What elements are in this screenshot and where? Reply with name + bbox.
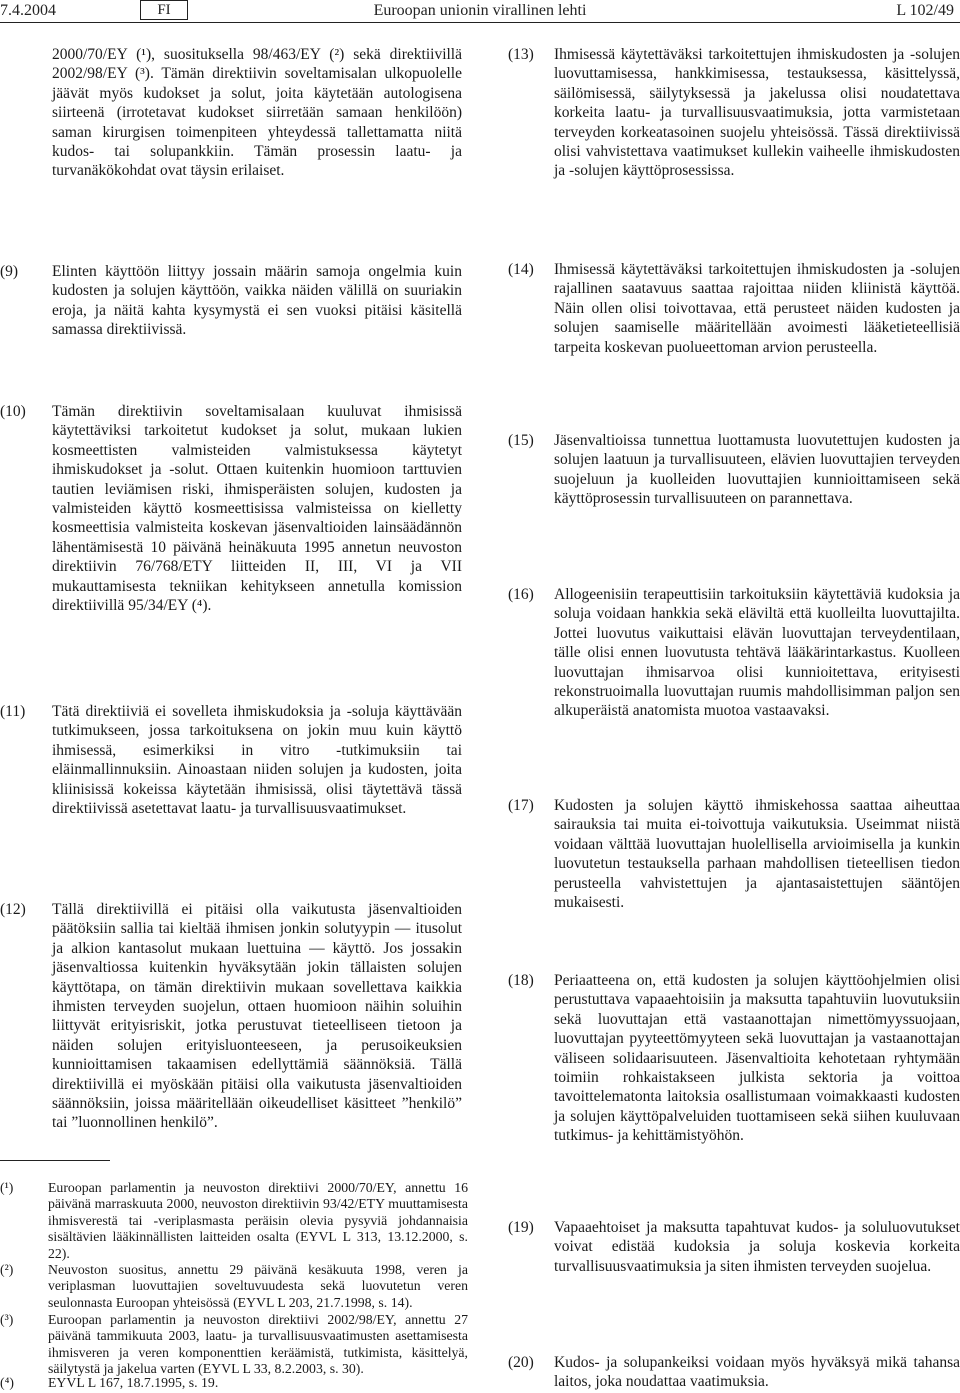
recital-number: (17): [508, 797, 534, 814]
language-badge: FI: [140, 0, 188, 20]
footnote-number: (³): [0, 1312, 14, 1327]
journal-title: Euroopan unionin virallinen lehti: [373, 2, 587, 19]
footnote-separator: [0, 1160, 110, 1161]
recital-text: Ihmisessä käytettäväksi tarkoitettujen ihmiskudosten ja -solujen rajallinen saatavuus saattaa rajoittaa niiden kliinistä käyttöä. Näin ollen olisi toivottavaa, että perusteet näiden kudosten ja solujen saamiselle määritellään avoimesti lääketieteellisiä tarpeita koskevan puolueettoman arvion perusteella.: [554, 261, 960, 356]
footnote-text: Neuvoston suositus, annettu 29 päivänä kesäkuuta 1998, veren ja veriplasman luovuttajien soveltuvuudesta sekä luovutetun veren seulonnasta Euroopan yhteisössä (EYVL L 203, 21.7.1998, s. 14).: [48, 1262, 468, 1310]
recital-number: (15): [508, 432, 534, 449]
recital-text: Kudos- ja solupankeiksi voidaan myös hyväksyä mikä tahansa laitos, joka noudattaa vaatimuksia.: [554, 1354, 960, 1391]
footnote-1: [0, 1180, 468, 1262]
recital-13: [508, 45, 960, 205]
recital-12: [0, 900, 462, 1160]
recital-16: [508, 585, 960, 745]
footnote-4: [0, 1375, 468, 1392]
recital-10: [0, 402, 462, 672]
footnote-number: (⁴): [0, 1375, 14, 1390]
footnote-2: [0, 1262, 468, 1312]
footnote-text: Euroopan parlamentin ja neuvoston direktiivi 2002/98/EY, annettu 27 päivänä tammikuuta 2003, laatu- ja turvallisuusvaatimusten asettamisesta ihmisveren ja veren komponenttien keräämistä, tutkimista, käsittelyä, säilytystä ja jakelua varten (EYVL L 33, 8.2.2003, s. 30).: [48, 1312, 468, 1377]
recital-number: (16): [508, 586, 534, 603]
footnote-3: [0, 1312, 468, 1378]
page-reference: L 102/49: [896, 2, 954, 19]
recital-text: Jäsenvaltioissa tunnettua luottamusta luovutettujen kudosten ja solujen laatuun ja turvallisuuteen, elävien luovuttajien terveyden suojeluun ja kuolleiden luovuttajien kunnioittamiseen sekä käyttöprosessin turvallisuuteen on parannettava.: [554, 432, 960, 508]
recital-number: (9): [0, 263, 19, 280]
recital-number: (19): [508, 1219, 534, 1236]
recital-text: Tätä direktiiviä ei sovelleta ihmiskudoksia ja -soluja käyttävään tutkimukseen, jossa tarkoituksena on jokin muu kuin käyttö ihmisessä, esimerkiksi in vitro -tutkimuksiin tai eläinmallinnuksiin. Ainoastaan niiden solujen ja kudosten, joita kliinisissä kokeissa käytetään ihmisissä, olisi täytettävä tässä direktiivissä asetettavat laatu- ja turvallisuusvaatimukset.: [52, 703, 462, 818]
recital-11: [0, 702, 462, 842]
footnote-number: (¹): [0, 1180, 14, 1195]
recital-text: Ihmisessä käytettäväksi tarkoitettujen ihmiskudosten ja -solujen luovuttamisessa, hankkimisessa, testauksessa, käsittelyssä, säilömisessä, säilytyksessä ja jakelussa olisi noudatettava korkeita laatu- ja turvallisuusvaatimuksia, jotta varmistetaan terveyden korkeatasoinen suojelu yhteisössä. Tässä direktiivissä olisi vahvistettava vaatimukset kullekin vaiheelle ihmiskudosten ja -solujen käyttöprosessissa.: [554, 46, 960, 180]
recital-15: [508, 431, 960, 531]
footnote-text: Euroopan parlamentin ja neuvoston direktiivi 2000/70/EY, annettu 16 päivänä marraskuuta 2000, neuvoston direktiivin 93/42/ETY muuttamisesta ihmisverestä tai -veriplasmasta peräisin olevia pysyviä johdannaisia sisältävien lääkinnällisten laitteiden osalta (EYVL L 313, 13.12.2000, s. 22).: [48, 1180, 468, 1261]
recital-number: (11): [0, 703, 26, 720]
recital-20: [508, 1353, 960, 1393]
recital-text: Allogeenisiin terapeuttisiin tarkoituksiin käytettäviä kudoksia ja soluja voidaan hankkia sekä eläviltä että kuolleilta luovuttajilta. Jottei luovutus vaikuttaisi elävän luovuttajan terveydentilaan, tälle olisi ennen luovutusta tehtävä lääkärintarkastus. Kuolleen luovuttajan ihmisarvoa olisi kunnioitettava, erityisesti rekonstruoimalla luovuttajan ruumis mahdollisimman paljon sen alkuperäistä anatomista muotoa vastaavaksi.: [554, 586, 960, 720]
recital-number: (14): [508, 261, 534, 278]
recital-text: Elinten käyttöön liittyy jossain määrin samoja ongelmia kuin kudosten ja solujen käyttöön, vaikka näiden välillä on suuriakin eroja, ja näitä kahta kysymystä ei sen vuoksi pitäisi käsitellä samassa direktiivissä.: [52, 263, 462, 339]
recital-text: Kudosten ja solujen käyttö ihmiskehossa saattaa aiheuttaa sairauksia tai muita ei-toivottuja vaikutuksia. Useimmat niistä voidaan välttää luovuttajan huolellisella arvioimisella ja kunkin luovutetun testauksella parhaan mahdollisen tieteellisen tiedon perusteella vahvistettujen ja ajantasaistettujen sääntöjen mukaisesti.: [554, 797, 960, 912]
recital-text: Vapaaehtoiset ja maksutta tapahtuvat kudos- ja soluluovutukset voivat edistää kudoksia ja soluja koskevia korkeita turvallisuusvaatimuksia ja siten ihmisten terveyden suojelua.: [554, 1219, 960, 1275]
recital-14: [508, 260, 960, 380]
footnote-number: (²): [0, 1262, 14, 1277]
recital-text: Periaatteena on, että kudosten ja solujen käyttöohjelmien olisi perustuttava vapaaehtoisiin ja maksutta tapahtuviin luovutuksiin sekä luovuttajan että vastaanottajan nimettömyyssuojaan, luovuttajan pyyteettömyyteen sekä luovuttajan ja vastaanottajan väliseen solidaarisuuteen. Jäsenvaltioita kehotetaan ryhtymään toimiin rohkaistakseen julkista sektoria ja voittoa tavoittelematonta laitoksia osallistumaan voimakkaasti kudosten ja solujen käyttöpalveluiden tuottamiseen sekä siihen kuuluvaan tutkimus- ja kehittämistyöhön.: [554, 972, 960, 1145]
header-date: 7.4.2004: [0, 2, 56, 19]
footnote-text: EYVL L 167, 18.7.1995, s. 19.: [48, 1375, 219, 1390]
intro-continuation: 2000/70/EY (¹), suosituksella 98/463/EY (²) sekä direktiivillä 2002/98/EY (³). Tämän direktiivin soveltamisalan ulkopuolelle jäävät myös kudokset ja solut, joita käytetään autologisena siirteenä (irrotetavat kudokset siirretään samaan henkilöön) saman kirurgisen toimenpiteen yhteydessä tallettamatta niitä kudos- tai solupankkiin. Tämän prosessin laatu- ja turvanäkökohdat ovat täysin erilaiset.: [52, 46, 462, 180]
recital-text: Tällä direktiivillä ei pitäisi olla vaikutusta jäsenvaltioiden päätöksiin sallia tai kieltää ihmisen jonkin solutyypin — itusolut ja alkion kantasolut mukaan luettuina — käyttö. Jos jossakin jäsenvaltiossa kuitenkin hyväksytään jokin tällaisten solujen käyttötapa, on tämän direktiivin mukaan sovellettava kaikkia ihmisten terveyden suojelun, ottaen huomioon näihin soluihin liittyvät erityisriskit, jotka perustuvat tieteelliseen tietoon ja näiden solujen erityisluonteeseen, ja perusoikeuksien kunnioittamisen takaamisen edellyttämiä säännöksiä. Tällä direktiivillä ei myöskään pitäisi olla vaikutusta jäsenvaltioiden säännöksiin, joissa määritellään oikeudelliset käsitteet ”henkilö” tai ”luonnollinen henkilö”.: [52, 901, 462, 1132]
recital-18: [508, 971, 960, 1171]
recital-17: [508, 796, 960, 916]
recital-9: [0, 262, 462, 342]
header-rule: [0, 22, 960, 23]
page-header: [0, 0, 960, 30]
recital-19: [508, 1218, 960, 1298]
recital-number: (18): [508, 972, 534, 989]
recital-text: Tämän direktiivin soveltamisalaan kuuluvat ihmisissä käytettäviksi tarkoitetut kudokset ja solut, mukaan lukien kosmeettisten valmisteiden valmistuksessa käytetyt ihmiskudokset ja -solut. Ottaen kuitenkin huomioon tarttuvien tautien leviämisen riski, ihmisperäisten solujen, kudosten ja valmisteiden käyttö kosmeettisissa valmisteissa on kielletty kosmeettisia valmisteita koskevan jäsenvaltioiden lainsäädännön lähentämisestä 10 päivänä heinäkuuta 1995 annetun neuvoston direktiivin 76/768/ETY liitteiden II, III, VI ja VII mukauttamisesta tekniikan kehitykseen annetulla komission direktiivillä 95/34/EY (⁴).: [52, 403, 462, 615]
recital-number: (13): [508, 46, 534, 63]
recital-number: (20): [508, 1354, 534, 1371]
recital-number: (10): [0, 403, 26, 420]
recital-number: (12): [0, 901, 26, 918]
